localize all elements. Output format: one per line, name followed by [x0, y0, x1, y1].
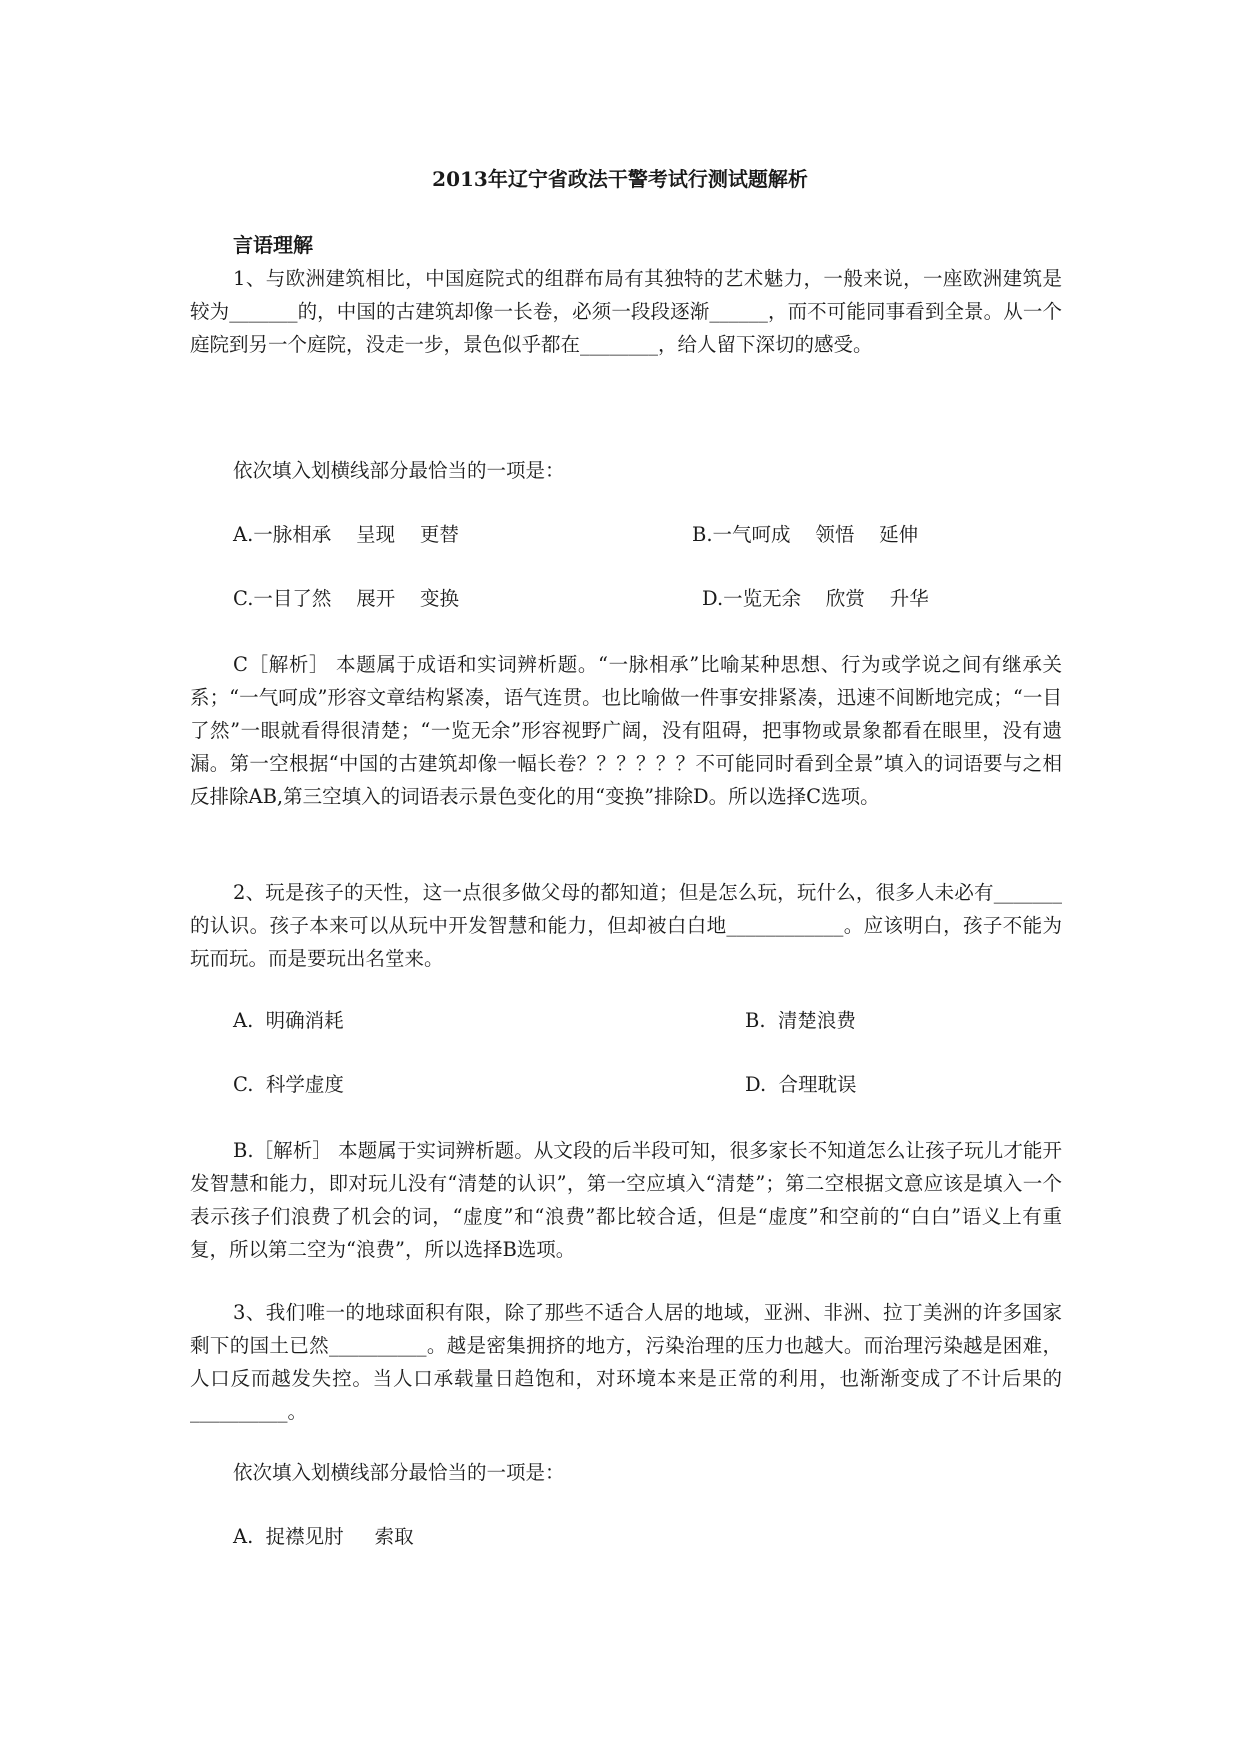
question-1-option-b: B.一气呵成 领悟 延伸	[692, 523, 919, 546]
question-2-option-d: D. 合理耽误	[745, 1073, 857, 1096]
question-1-analysis: C［解析］ 本题属于成语和实词辨析题。“一脉相承”比喻某种思想、行为或学说之间有继承关系；“一气呵成”形容文章结构紧凑，语气连贯。也比喻做一件事安排紧凑，迅速不间断地完成；“一目了然”一眼就看得很清楚；“一览无余”形容视野广阔，没有阻碍，把事物或景象都看在眼里，没有遗漏。第一空根据“中国的古建筑却像一幅长卷？？？？？？不可能同时看到全景”填入的词语要与之相反排除AB,第三空填入的词语表示景色变化的用“变换”排除D。所以选择C选项。	[190, 653, 1062, 808]
question-1-option-c: C.一目了然 展开 变换	[233, 587, 460, 610]
question-3-prompt: 依次填入划横线部分最恰当的一项是：	[233, 1461, 565, 1484]
question-1-prompt: 依次填入划横线部分最恰当的一项是：	[233, 459, 565, 482]
question-1-stem: 1、与欧洲建筑相比，中国庭院式的组群布局有其独特的艺术魅力，一般来说，一座欧洲建筑是较为_______的，中国的古建筑却像一长卷，必须一段段逐渐______，而不可能同事看到全景。从一个庭院到另一个庭院，没走一步，景色似乎都在________，给人留下深切的感受。	[190, 267, 1062, 356]
question-3-stem: 3、我们唯一的地球面积有限，除了那些不适合人居的地域，亚洲、非洲、拉丁美洲的许多国家剩下的国土已然__________。越是密集拥挤的地方，污染治理的压力也越大。而治理污染越是困难，人口反而越发失控。当人口承载量日趋饱和，对环境本来是正常的利用，也渐渐变成了不计后果的__________。	[190, 1301, 1062, 1423]
section-heading: 言语理解	[233, 233, 313, 257]
question-3-option-a: A. 捉襟见肘 索取	[233, 1525, 414, 1548]
question-1-option-a: A.一脉相承 呈现 更替	[233, 523, 459, 546]
question-2-option-c: C. 科学虚度	[233, 1073, 344, 1096]
question-2-option-b: B. 清楚浪费	[745, 1009, 856, 1032]
page-title: 2013年辽宁省政法干警考试行测试题解析	[432, 167, 808, 191]
question-2-option-a: A. 明确消耗	[233, 1009, 344, 1032]
question-2-analysis: B.［解析］ 本题属于实词辨析题。从文段的后半段可知，很多家长不知道怎么让孩子玩儿才能开发智慧和能力，即对玩儿没有“清楚的认识”，第一空应填入“清楚”；第二空根据文意应该是填入一个表示孩子们浪费了机会的词，“虚度”和“浪费”都比较合适，但是“虚度”和空前的“白白”语义上有重复，所以第二空为“浪费”，所以选择B选项。	[190, 1139, 1062, 1261]
question-2-stem: 2、玩是孩子的天性，这一点很多做父母的都知道；但是怎么玩，玩什么，很多人未必有_______的认识。孩子本来可以从玩中开发智慧和能力，但却被白白地____________。应该明白，孩子不能为玩而玩。而是要玩出名堂来。	[190, 881, 1062, 970]
question-1-option-d: D.一览无余 欣赏 升华	[702, 587, 929, 610]
